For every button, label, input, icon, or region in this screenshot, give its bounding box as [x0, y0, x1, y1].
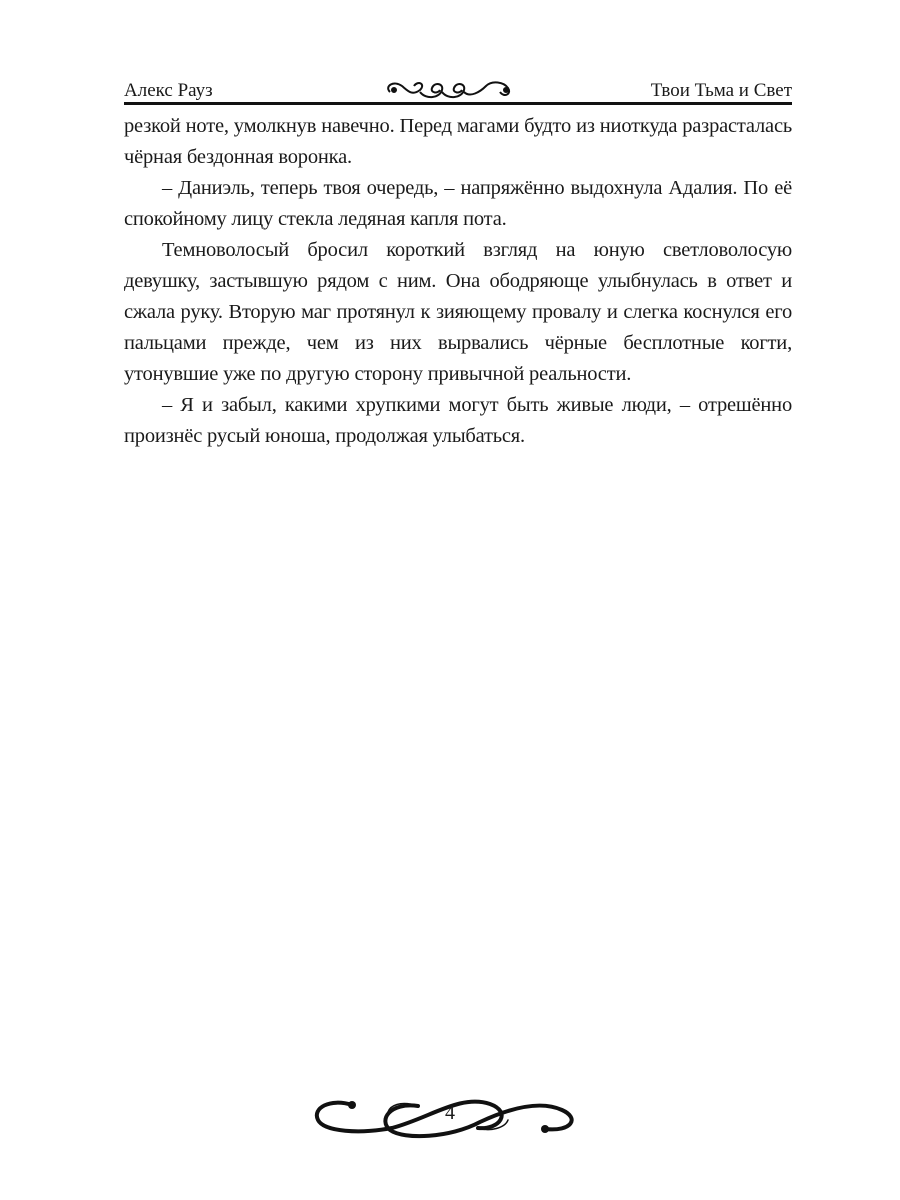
page-number: 4 — [445, 1102, 455, 1124]
header-ornament-icon — [382, 78, 522, 102]
page-body — [124, 111, 792, 452]
paragraph: Темноволосый бросил короткий взгляд на юную светловолосую девушку, застывшую рядом с ним. Она ободряюще улыбнулась в ответ и сжала руку. Вторую маг протянул к зияющему провалу и слегка коснулся его пальцами прежде, чем из них вырвались чёрные бесплотные когти, утонувшие уже по другую сторону привычной реальности. — [124, 239, 792, 385]
header-book-title: Твои Тьма и Свет — [650, 80, 792, 101]
paragraph: – Даниэль, теперь твоя очередь, – напряжённо выдохнула Адалия. По её спокойному лицу стекла ледяная капля пота. — [124, 177, 792, 230]
header-author: Алекс Рауз — [124, 80, 213, 101]
header-rule — [124, 102, 792, 105]
page-footer — [300, 1070, 600, 1160]
paragraph: резкой ноте, умолкнув навечно. Перед магами будто из ниоткуда разрасталась чёрная бездонная воронка. — [124, 115, 792, 168]
paragraph: – Я и забыл, какими хрупкими могут быть живые люди, – отрешённо произнёс русый юноша, продолжая улыбаться. — [124, 394, 792, 447]
running-header — [124, 78, 792, 102]
